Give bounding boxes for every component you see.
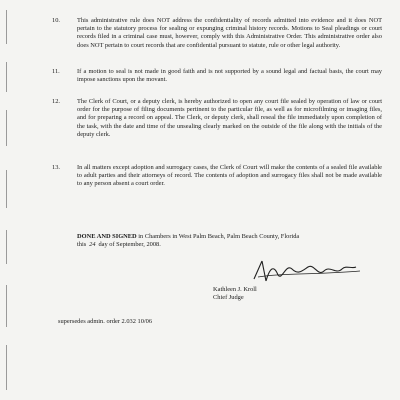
paragraph-text: This administrative rule does NOT address the confidentiality of records admitted into evidence and it does NOT pertain to the statutory process for sealing or expunging criminal history records. Motions to Seal pleadings or court records filed in a criminal case must, however, comply with this Administrative Order. This administrative order also does NOT pertain to court records that are confidential pursuant to statute, rule or other legal authority.: [77, 17, 382, 49]
margin-mark: [6, 110, 7, 146]
done-rest: in Chambers in West Palm Beach, Palm Beach County, Florida: [136, 233, 300, 240]
signer-title: Chief Judge: [213, 294, 244, 301]
supersedes-note: supersedes admin. order 2.032 10/06: [58, 318, 153, 325]
done-and-signed: [77, 233, 377, 249]
margin-mark: [6, 345, 7, 390]
paragraph-number: 13.: [52, 164, 60, 171]
margin-mark: [6, 10, 7, 44]
margin-mark: [6, 230, 7, 264]
done-bold: DONE AND SIGNED: [77, 233, 137, 240]
paragraph-text: If a motion to seal is not made in good faith and is not supported by a sound legal and factual basis, the court may impose sanctions upon the movant.: [77, 68, 382, 84]
paragraph-number: 11.: [52, 68, 60, 75]
signer-name: Kathleen J. Kroll: [213, 286, 257, 293]
paragraph-number: 12.: [52, 98, 60, 105]
margin-mark: [6, 170, 7, 208]
day-handwritten: 24: [89, 241, 96, 249]
paragraph-text: The Clerk of Court, or a deputy clerk, is hereby authorized to open any court file sealed by operation of law or court order for the purpose of filing documents pertinent to the particular file, as well as for microfilming or imaging files, and for preparing a record on appeal. The Clerk, or deputy clerk, shall reseal the file immediately upon completion of the task, with the date and time of the unsealing clearly marked on the outside of the file along with the initials of the deputy clerk.: [77, 98, 382, 138]
signer-block: [213, 286, 257, 302]
margin-mark: [6, 62, 7, 92]
paragraph-number: 10.: [52, 17, 60, 24]
margin-mark: [6, 285, 7, 327]
done-this: this: [77, 241, 87, 249]
paragraph-text: In all matters except adoption and surrogacy cases, the Clerk of Court will make the contents of a sealed file available to adult parties and their attorneys of record. The contents of adoption and surrogacy files shall not be made available to any person absent a court order.: [77, 164, 382, 188]
done-suffix: day of September, 2008.: [96, 241, 161, 249]
signature-image: [252, 257, 364, 285]
